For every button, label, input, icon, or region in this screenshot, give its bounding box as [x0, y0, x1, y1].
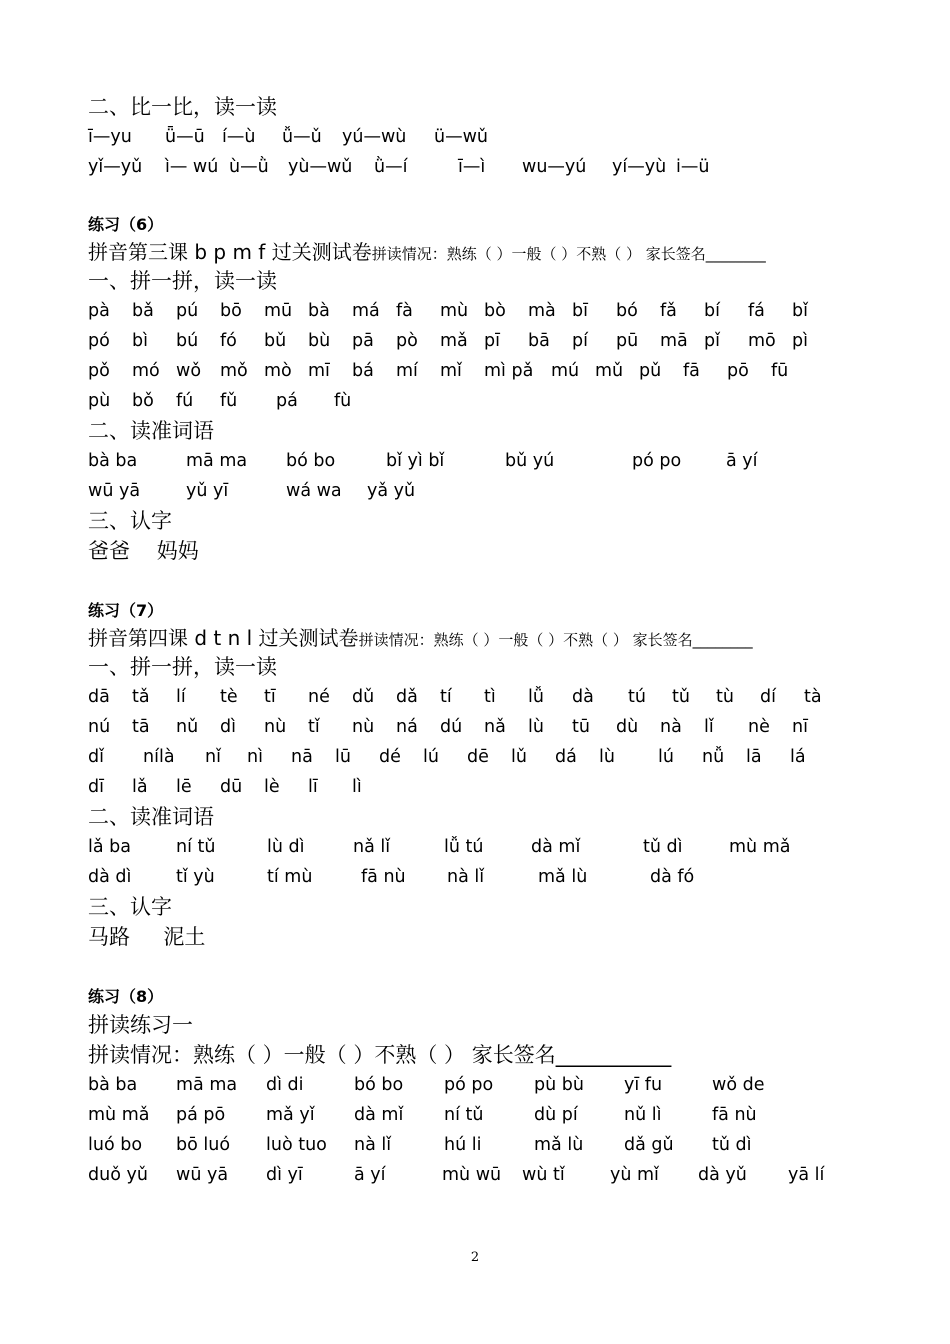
- exercise-7-chars-heading: 三、认字: [88, 895, 172, 919]
- syllable-item: mò: [264, 361, 292, 381]
- syllable-item: wǒ: [176, 361, 202, 381]
- syllable-item: dù pí: [534, 1105, 578, 1125]
- exercise-6-label: 练习（6）: [88, 215, 164, 234]
- syllable-item: bō luó: [176, 1135, 231, 1155]
- exercise-7-spell-heading: 一、拼一拼，读一读: [88, 655, 277, 679]
- syllable-item: lú: [658, 747, 674, 767]
- syllable-item: yǔ yī: [186, 481, 229, 501]
- syllable-item: mǎ yǐ: [266, 1105, 315, 1125]
- syllable-item: tā: [132, 717, 150, 737]
- syllable-item: tǔ: [672, 687, 690, 707]
- syllable-item: nú: [88, 717, 111, 737]
- syllable-item: yù mǐ: [610, 1165, 659, 1185]
- syllable-item: luó bo: [88, 1135, 143, 1155]
- exercise-7-syllable-row-3: [88, 742, 908, 772]
- syllable-item: nà lǐ: [447, 867, 485, 887]
- syllable-item: ā yí: [354, 1165, 386, 1185]
- exercise-6-title-main: 拼音第三课 b p m f 过关测试卷: [88, 240, 372, 264]
- syllable-item: mù: [440, 301, 469, 321]
- syllable-item: pǒ: [88, 361, 110, 381]
- syllable-item: wá wa: [286, 481, 342, 501]
- syllable-item: dà yǔ: [698, 1165, 747, 1185]
- syllable-item: bà ba: [88, 451, 138, 471]
- syllable-item: pǔ: [639, 361, 662, 381]
- syllable-item: tè: [220, 687, 238, 707]
- exercise-7-syllable-row-4: [88, 772, 908, 802]
- syllable-item: mù wū: [442, 1165, 502, 1185]
- syllable-item: bù: [308, 331, 331, 351]
- syllable-item: lí: [176, 687, 186, 707]
- syllable-item: dī: [88, 777, 104, 797]
- syllable-item: nā: [291, 747, 313, 767]
- syllable-item: má: [352, 301, 380, 321]
- syllable-item: pù bù: [534, 1075, 584, 1095]
- exercise-6-title: [88, 238, 908, 266]
- exercise-7-chars: 马路 泥土: [88, 925, 206, 949]
- exercise-6-chars-heading: 三、认字: [88, 509, 172, 533]
- syllable-item: mǎ lù: [534, 1135, 584, 1155]
- syllable-item: luò tuo: [266, 1135, 327, 1155]
- exercise-6-word-row-1: [88, 446, 908, 476]
- syllable-item: ī—ì: [458, 157, 486, 177]
- syllable-item: lǎ: [132, 777, 148, 797]
- syllable-item: fū: [771, 361, 789, 381]
- page-number: 2: [470, 1250, 480, 1265]
- syllable-item: bǐ yì bǐ: [386, 451, 445, 471]
- syllable-item: tà: [804, 687, 822, 707]
- syllable-item: wù tǐ: [522, 1165, 565, 1185]
- syllable-item: fā nù: [361, 867, 406, 887]
- exercise-6-syllable-row-2: [88, 326, 908, 356]
- syllable-item: dǔ: [352, 687, 375, 707]
- exercise-8-title: 拼读练习一: [88, 1013, 193, 1037]
- syllable-item: dà mǐ: [531, 837, 581, 857]
- syllable-item: mǔ: [595, 361, 624, 381]
- syllable-item: yī fu: [624, 1075, 663, 1095]
- syllable-item: bó: [616, 301, 638, 321]
- syllable-item: nǎ lǐ: [353, 837, 391, 857]
- syllable-item: dú: [440, 717, 463, 737]
- syllable-item: dǐ: [88, 747, 104, 767]
- syllable-item: nǔ: [176, 717, 199, 737]
- syllable-item: fù: [334, 391, 352, 411]
- exercise-8-word-row-4: [88, 1160, 908, 1190]
- exercise-6-spell-heading: 一、拼一拼，读一读: [88, 269, 277, 293]
- exercise-7-word-row-2: [88, 862, 908, 892]
- syllable-item: pú: [176, 301, 199, 321]
- syllable-item: nà: [660, 717, 682, 737]
- syllable-item: dà fó: [650, 867, 695, 887]
- syllable-item: ì— wú: [165, 157, 219, 177]
- syllable-item: tū: [572, 717, 590, 737]
- syllable-item: bò: [484, 301, 506, 321]
- syllable-item: lì: [352, 777, 362, 797]
- syllable-item: ù—ǜ: [229, 157, 269, 177]
- syllable-item: tù: [716, 687, 734, 707]
- syllable-item: duǒ yǔ: [88, 1165, 148, 1185]
- syllable-item: dí: [760, 687, 776, 707]
- syllable-item: wū yā: [88, 481, 141, 501]
- syllable-item: nù: [264, 717, 287, 737]
- exercise-6-status: 拼读情况：熟练（ ）一般（ ）不熟（ ） 家长签名________: [371, 245, 766, 263]
- syllable-item: dà: [572, 687, 594, 707]
- syllable-item: í—ù: [222, 127, 256, 147]
- syllable-item: yù—wǔ: [288, 157, 353, 177]
- syllable-item: bà ba: [88, 1075, 138, 1095]
- syllable-item: ná: [396, 717, 418, 737]
- syllable-item: mǎ: [440, 331, 468, 351]
- syllable-item: lù dì: [267, 837, 305, 857]
- syllable-item: tǐ yù: [176, 867, 215, 887]
- syllable-item: mà: [528, 301, 556, 321]
- syllable-item: yǎ yǔ: [367, 481, 416, 501]
- syllable-item: pō: [727, 361, 749, 381]
- syllable-item: bī: [572, 301, 588, 321]
- syllable-item: lī: [308, 777, 318, 797]
- syllable-item: tú: [628, 687, 646, 707]
- exercise-6-syllable-row-4: [88, 386, 908, 416]
- exercise-6-syllable-row-3: [88, 356, 908, 386]
- syllable-item: pì: [792, 331, 808, 351]
- syllable-item: lǚ: [528, 687, 544, 707]
- syllable-item: ǚ—ǔ: [282, 127, 322, 147]
- syllable-item: pí: [572, 331, 588, 351]
- syllable-item: bí: [704, 301, 720, 321]
- syllable-item: mí: [396, 361, 418, 381]
- exercise-7-syllable-row-1: [88, 682, 908, 712]
- syllable-item: lū: [335, 747, 351, 767]
- exercise-6-syllable-row-1: [88, 296, 908, 326]
- syllable-item: mī: [308, 361, 330, 381]
- worksheet-page: [88, 92, 908, 1190]
- syllable-item: nī: [792, 717, 808, 737]
- syllable-item: tǔ dì: [643, 837, 683, 857]
- syllable-item: bó bo: [354, 1075, 404, 1095]
- syllable-item: dì yī: [266, 1165, 303, 1185]
- syllable-item: tǐ: [308, 717, 320, 737]
- syllable-item: nà lǐ: [354, 1135, 392, 1155]
- syllable-item: ní tǔ: [176, 837, 216, 857]
- syllable-item: fá: [748, 301, 765, 321]
- exercise-6-words-heading: 二、读准词语: [88, 419, 214, 443]
- syllable-item: dá: [555, 747, 577, 767]
- syllable-item: wǒ de: [712, 1075, 765, 1095]
- exercise-8-word-row-3: [88, 1130, 908, 1160]
- syllable-item: bō: [220, 301, 242, 321]
- syllable-item: pá: [276, 391, 298, 411]
- syllable-item: dǎ gǔ: [624, 1135, 674, 1155]
- syllable-item: nǐ: [205, 747, 221, 767]
- syllable-item: fà: [396, 301, 413, 321]
- exercise-6-chars: 爸爸 妈妈: [88, 539, 199, 563]
- compare-row-2: [88, 152, 908, 182]
- syllable-item: pá pō: [176, 1105, 226, 1125]
- syllable-item: mù mǎ: [729, 837, 791, 857]
- exercise-8-word-row-2: [88, 1100, 908, 1130]
- syllable-item: pó: [88, 331, 110, 351]
- syllable-item: mā ma: [176, 1075, 238, 1095]
- syllable-item: lā: [746, 747, 762, 767]
- syllable-item: mǎ lù: [538, 867, 588, 887]
- exercise-7-word-row-1: [88, 832, 908, 862]
- syllable-item: mǐ: [440, 361, 462, 381]
- exercise-7-label: 练习（7）: [88, 601, 164, 620]
- syllable-item: dà dì: [88, 867, 132, 887]
- syllable-item: yā lí: [788, 1165, 825, 1185]
- syllable-item: pǐ: [704, 331, 720, 351]
- syllable-item: bà: [308, 301, 330, 321]
- syllable-item: bá: [352, 361, 374, 381]
- compare-read-heading: 二、比一比，读一读: [88, 95, 277, 119]
- syllable-item: nì: [247, 747, 263, 767]
- syllable-item: pī: [484, 331, 500, 351]
- syllable-item: lè: [264, 777, 280, 797]
- syllable-item: dé: [379, 747, 401, 767]
- syllable-item: bǔ yú: [505, 451, 555, 471]
- syllable-item: nǔ lì: [624, 1105, 662, 1125]
- syllable-item: hú li: [444, 1135, 482, 1155]
- syllable-item: mā: [660, 331, 688, 351]
- syllable-item: mǒ: [220, 361, 248, 381]
- syllable-item: lǔ: [511, 747, 527, 767]
- syllable-item: bǐ: [792, 301, 808, 321]
- syllable-item: ī—yu: [88, 127, 132, 147]
- exercise-7-title-main: 拼音第四课 d t n l 过关测试卷: [88, 626, 359, 650]
- syllable-item: mú: [551, 361, 580, 381]
- syllable-item: tì: [484, 687, 496, 707]
- syllable-item: dà mǐ: [354, 1105, 404, 1125]
- syllable-item: mó: [132, 361, 160, 381]
- syllable-item: lá: [790, 747, 806, 767]
- syllable-item: pó po: [632, 451, 682, 471]
- syllable-item: fú: [176, 391, 194, 411]
- syllable-item: yú—wù: [342, 127, 407, 147]
- syllable-item: mū: [264, 301, 293, 321]
- syllable-item: nílà: [143, 747, 175, 767]
- syllable-item: dū: [220, 777, 243, 797]
- syllable-item: wū yā: [176, 1165, 229, 1185]
- syllable-item: bǎ: [132, 301, 154, 321]
- syllable-item: lē: [176, 777, 192, 797]
- syllable-item: nǎ: [484, 717, 506, 737]
- syllable-item: wu—yú: [522, 157, 587, 177]
- exercise-7-syllable-row-2: [88, 712, 908, 742]
- syllable-item: mù mǎ: [88, 1105, 150, 1125]
- syllable-item: fǎ: [660, 301, 677, 321]
- syllable-item: ní tǔ: [444, 1105, 484, 1125]
- syllable-item: lǐ: [704, 717, 714, 737]
- syllable-item: lú: [423, 747, 439, 767]
- syllable-item: pà: [88, 301, 110, 321]
- syllable-item: dē: [467, 747, 489, 767]
- syllable-item: fā: [683, 361, 700, 381]
- syllable-item: pù: [88, 391, 111, 411]
- syllable-item: dā: [88, 687, 110, 707]
- syllable-item: pū: [616, 331, 639, 351]
- syllable-item: bā: [528, 331, 550, 351]
- syllable-item: lǎ ba: [88, 837, 131, 857]
- syllable-item: bǔ: [264, 331, 287, 351]
- syllable-item: dǎ: [396, 687, 418, 707]
- exercise-6-word-row-2: [88, 476, 908, 506]
- syllable-item: nè: [748, 717, 770, 737]
- syllable-item: pó po: [444, 1075, 494, 1095]
- syllable-item: fǔ: [220, 391, 238, 411]
- syllable-item: né: [308, 687, 330, 707]
- syllable-item: pò: [396, 331, 418, 351]
- syllable-item: tí: [440, 687, 452, 707]
- syllable-item: bì: [132, 331, 148, 351]
- syllable-item: ǜ—í: [374, 157, 408, 177]
- syllable-item: nù: [352, 717, 375, 737]
- syllable-item: tǔ dì: [712, 1135, 752, 1155]
- syllable-item: pā: [352, 331, 374, 351]
- exercise-8-label: 练习（8）: [88, 987, 164, 1006]
- syllable-item: ü—wǔ: [434, 127, 488, 147]
- syllable-item: bǒ: [132, 391, 154, 411]
- syllable-item: ā yí: [726, 451, 758, 471]
- syllable-item: bó bo: [286, 451, 336, 471]
- syllable-item: yí—yù: [612, 157, 667, 177]
- syllable-item: tí mù: [267, 867, 313, 887]
- syllable-item: fā nù: [712, 1105, 757, 1125]
- syllable-item: yǐ—yǔ: [88, 157, 143, 177]
- syllable-item: lù: [599, 747, 615, 767]
- syllable-item: mō: [748, 331, 776, 351]
- syllable-item: nǚ: [702, 747, 725, 767]
- syllable-item: lǚ tú: [444, 837, 484, 857]
- syllable-item: mā ma: [186, 451, 248, 471]
- syllable-item: ǖ—ū: [165, 127, 205, 147]
- exercise-8-status: 拼读情况：熟练（ ）一般（ ）不熟（ ） 家长签名___________: [88, 1043, 672, 1067]
- syllable-item: lù: [528, 717, 544, 737]
- syllable-item: dì: [220, 717, 236, 737]
- syllable-item: tǎ: [132, 687, 150, 707]
- syllable-item: dì di: [266, 1075, 304, 1095]
- syllable-item: fó: [220, 331, 237, 351]
- compare-row-1: [88, 122, 908, 152]
- exercise-7-words-heading: 二、读准词语: [88, 805, 214, 829]
- syllable-item: i—ü: [676, 157, 710, 177]
- syllable-item: dù: [616, 717, 639, 737]
- syllable-item: mì pǎ: [484, 361, 534, 381]
- exercise-7-title: [88, 624, 908, 652]
- syllable-item: tī: [264, 687, 276, 707]
- exercise-7-status: 拼读情况：熟练（ ）一般（ ）不熟（ ） 家长签名________: [358, 631, 753, 649]
- syllable-item: bú: [176, 331, 199, 351]
- exercise-8-word-row-1: [88, 1070, 908, 1100]
